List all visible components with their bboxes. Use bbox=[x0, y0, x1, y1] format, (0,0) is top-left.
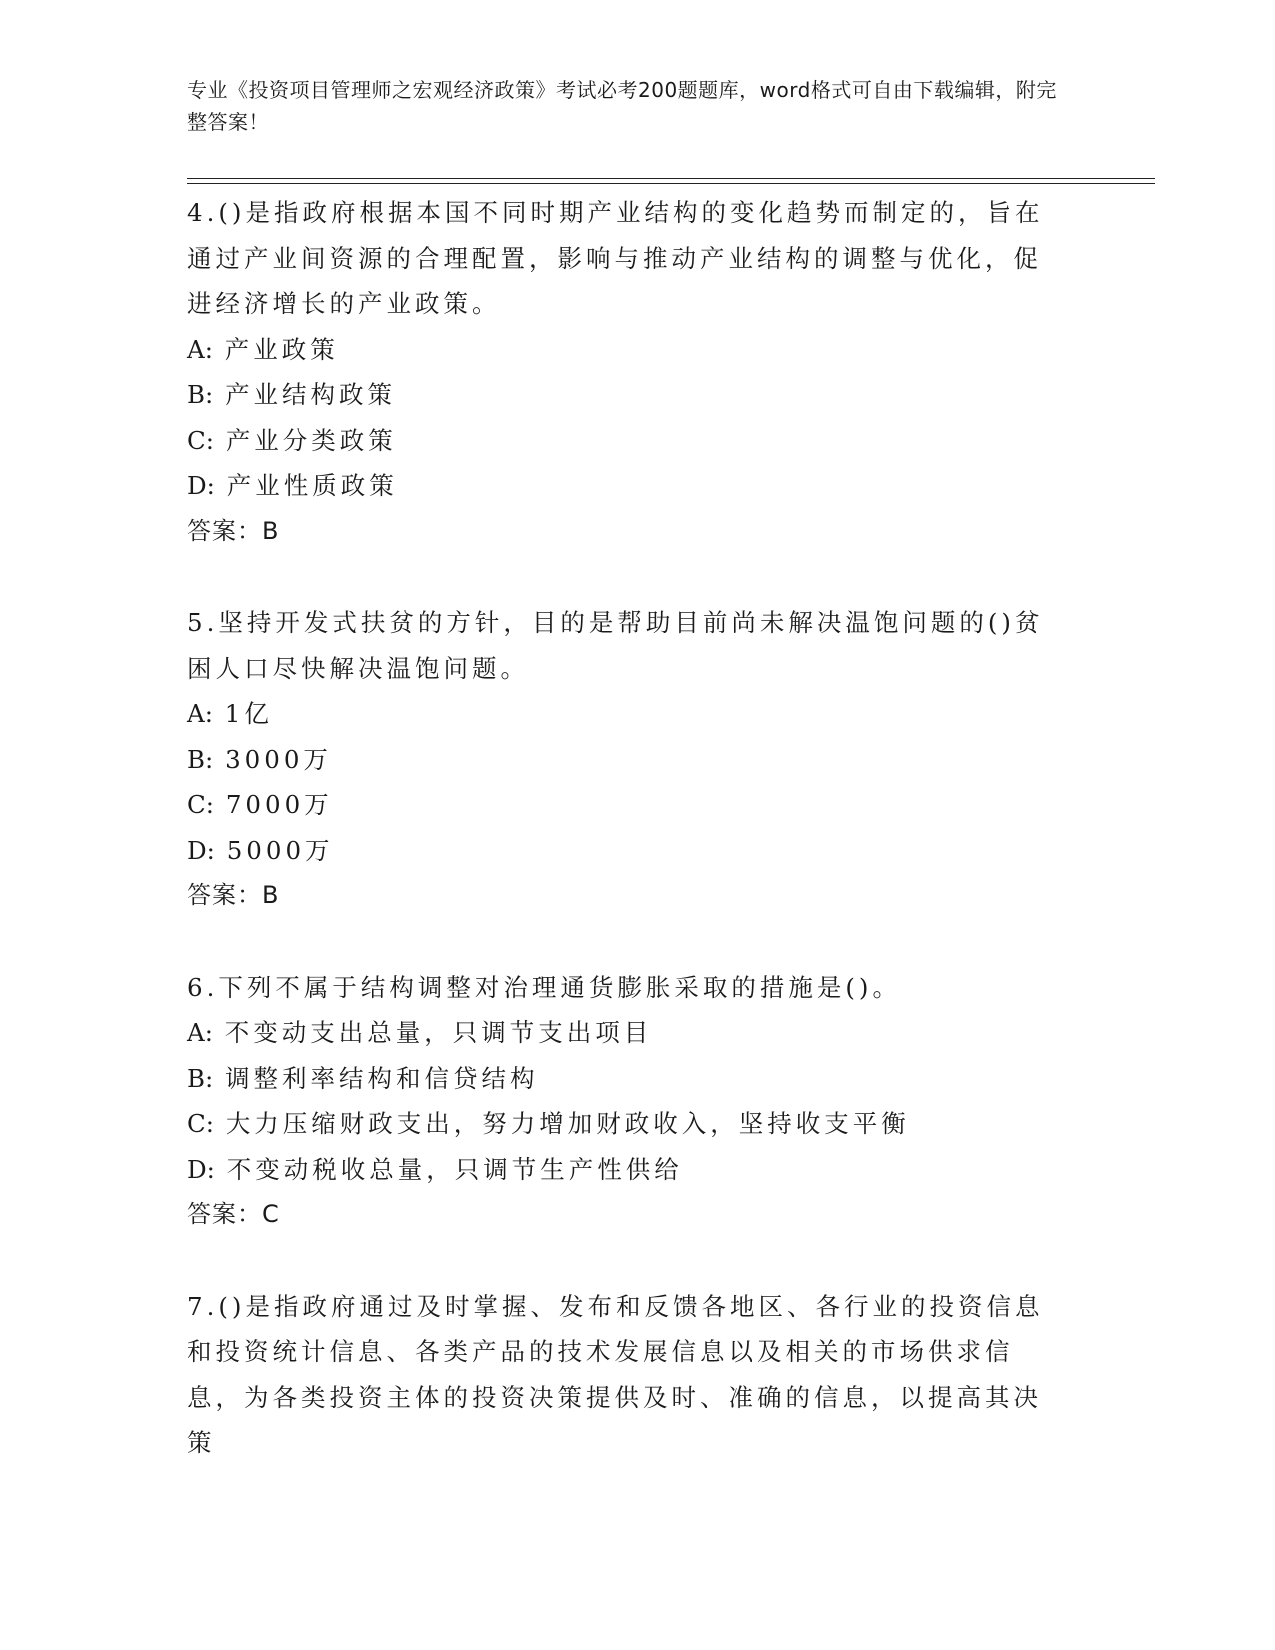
option-letter: C: bbox=[187, 1109, 215, 1138]
question-spacer bbox=[187, 554, 1067, 600]
option-letter: A: bbox=[187, 334, 213, 364]
option-letter: D: bbox=[187, 471, 215, 500]
option-text: 产业分类政策 bbox=[225, 425, 397, 455]
question-5 bbox=[187, 600, 1067, 919]
option-d bbox=[187, 828, 1067, 874]
option-letter: A: bbox=[187, 699, 213, 728]
option-text: 7000万 bbox=[225, 790, 333, 819]
option-b bbox=[187, 372, 1067, 418]
option-a bbox=[187, 327, 1067, 373]
option-b bbox=[187, 737, 1067, 783]
option-letter: D: bbox=[187, 835, 215, 865]
question-7 bbox=[187, 1284, 1067, 1466]
option-text: 产业性质政策 bbox=[226, 471, 398, 500]
option-text: 不变动税收总量，只调节生产性供给 bbox=[226, 1154, 683, 1184]
question-4 bbox=[187, 190, 1067, 554]
option-a bbox=[187, 1010, 1067, 1056]
option-text: 大力压缩财政支出，努力增加财政收入，坚持收支平衡 bbox=[225, 1109, 910, 1138]
header-divider-bottom bbox=[187, 183, 1155, 184]
option-letter: B: bbox=[187, 744, 214, 774]
option-letter: B: bbox=[187, 1063, 214, 1093]
option-letter: D: bbox=[187, 1154, 215, 1184]
option-text: 调整利率结构和信贷结构 bbox=[225, 1063, 539, 1093]
answer-line: 答案：B bbox=[187, 881, 280, 909]
option-c bbox=[187, 1101, 1067, 1147]
question-spacer bbox=[187, 1238, 1067, 1284]
option-text: 不变动支出总量，只调节支出项目 bbox=[224, 1018, 653, 1047]
document-header: 专业《投资项目管理师之宏观经济政策》考试必考200题题库，word格式可自由下载编辑，附完整答案！ bbox=[187, 78, 1057, 134]
question-spacer bbox=[187, 919, 1067, 965]
option-d bbox=[187, 463, 1067, 509]
option-a bbox=[187, 691, 1067, 737]
option-letter: B: bbox=[187, 380, 214, 409]
option-text: 产业结构政策 bbox=[225, 380, 397, 409]
answer-line: 答案：B bbox=[187, 516, 280, 545]
option-text: 1亿 bbox=[224, 699, 273, 728]
question-6 bbox=[187, 965, 1067, 1238]
question-stem: 6.下列不属于结构调整对治理通货膨胀采取的措施是()。 bbox=[187, 972, 901, 1002]
option-letter: C: bbox=[187, 425, 215, 455]
option-b bbox=[187, 1056, 1067, 1102]
option-text: 5000万 bbox=[226, 835, 334, 865]
question-stem: 7.()是指政府通过及时掌握、发布和反馈各地区、各行业的投资信息和投资统计信息、各类产品的技术发展信息以及相关的市场供求信息，为各类投资主体的投资决策提供及时、准确的信息，以提高其决策 bbox=[187, 1291, 1044, 1457]
option-letter: C: bbox=[187, 790, 215, 819]
option-text: 3000万 bbox=[225, 744, 332, 774]
header-divider-top bbox=[187, 178, 1155, 179]
question-stem: 5.坚持开发式扶贫的方针，目的是帮助目前尚未解决温饱问题的()贫困人口尽快解决温饱问题。 bbox=[187, 608, 1044, 683]
option-letter: A: bbox=[187, 1018, 213, 1047]
question-list bbox=[187, 190, 1067, 1466]
answer-line: 答案：C bbox=[187, 1200, 280, 1228]
option-text: 产业政策 bbox=[224, 334, 339, 364]
option-c bbox=[187, 418, 1067, 464]
question-stem: 4.()是指政府根据本国不同时期产业结构的变化趋势而制定的，旨在通过产业间资源的合理配置，影响与推动产业结构的调整与优化，促进经济增长的产业政策。 bbox=[187, 198, 1044, 318]
option-c bbox=[187, 782, 1067, 828]
option-d bbox=[187, 1147, 1067, 1193]
